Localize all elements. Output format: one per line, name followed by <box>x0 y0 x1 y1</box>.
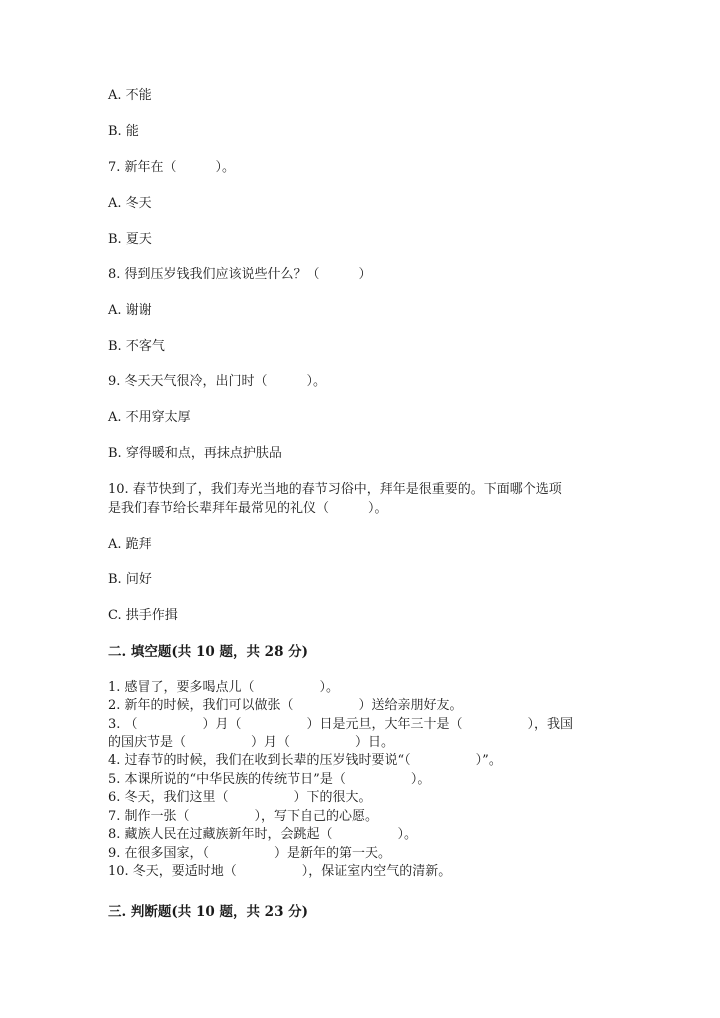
fill-question-7: 7. 制作一张（ ），写下自己的心愿。 <box>108 809 379 824</box>
option-a-q7: A. 冬天 <box>108 196 152 211</box>
question-10-line-1: 10. 春节快到了，我们寿光当地的春节习俗中，拜年是很重要的。下面哪个选项 <box>108 482 562 497</box>
option-b-q6: B. 能 <box>108 124 139 139</box>
option-a-q10: A. 跪拜 <box>108 537 152 552</box>
fill-question-8: 8. 藏族人民在过藏族新年时，会跳起（ ）。 <box>108 827 418 842</box>
fill-question-3-line-2: 的国庆节是（ ）月（ ）日。 <box>108 735 395 750</box>
option-a-q9: A. 不用穿太厚 <box>108 410 191 425</box>
fill-question-6: 6. 冬天，我们这里（ ）下的很大。 <box>108 790 372 805</box>
question-10-line-2: 是我们春节给长辈拜年最常见的礼仪（ ）。 <box>108 501 388 516</box>
fill-question-9: 9. 在很多国家，（ ）是新年的第一天。 <box>108 846 392 861</box>
option-a-q6: A. 不能 <box>108 88 152 103</box>
fill-question-2: 2. 新年的时候，我们可以做张（ ）送给亲朋好友。 <box>108 698 463 713</box>
fill-question-5: 5. 本课所说的“中华民族的传统节日”是（ ）。 <box>108 772 431 787</box>
section-2-title: 二. 填空题(共 10 题，共 28 分) <box>108 644 309 660</box>
section-3-title: 三. 判断题(共 10 题，共 23 分) <box>108 904 309 920</box>
fill-question-4: 4. 过春节的时候，我们在收到长辈的压岁钱时要说“（ ）”。 <box>108 753 502 768</box>
option-b-q8: B. 不客气 <box>108 339 165 354</box>
question-9: 9. 冬天天气很冷，出门时（ ）。 <box>108 374 327 389</box>
question-7: 7. 新年在（ ）。 <box>108 160 236 175</box>
option-a-q8: A. 谢谢 <box>108 303 152 318</box>
option-b-q10: B. 问好 <box>108 572 152 587</box>
question-8: 8. 得到压岁钱我们应该说些什么？（ ） <box>108 267 372 282</box>
fill-question-1: 1. 感冒了，要多喝点儿（ ）。 <box>108 680 340 695</box>
option-b-q7: B. 夏天 <box>108 232 152 247</box>
fill-question-3-line-1: 3. （ ）月（ ）日是元旦，大年三十是（ ），我国 <box>108 717 574 732</box>
option-c-q10: C. 拱手作揖 <box>108 608 178 623</box>
option-b-q9: B. 穿得暖和点，再抹点护肤品 <box>108 446 282 461</box>
fill-question-10: 10. 冬天，要适时地（ ），保证室内空气的清新。 <box>108 864 452 879</box>
